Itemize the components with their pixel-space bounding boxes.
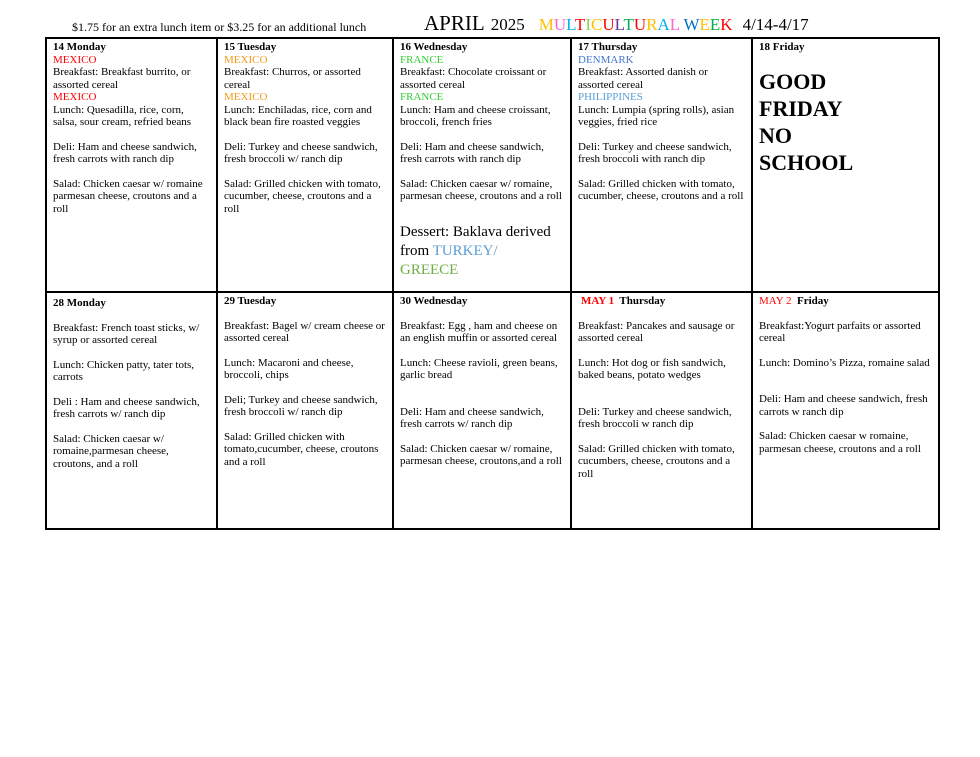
week-label-letter: U [602, 15, 615, 34]
breakfast-item: Breakfast: Chocolate croissant or assorted cereal [400, 66, 547, 91]
country-label: PHILIPPINES [578, 91, 643, 103]
breakfast-item: Breakfast:Yogurt parfaits or assorted cereal [759, 319, 921, 344]
lunch-item: Lunch: Domino’s Pizza, romaine salad [759, 356, 930, 369]
day-weekday: Thursday [619, 295, 666, 307]
day-date-red: MAY 2 [759, 295, 792, 307]
day-cell-30-wednesday [394, 293, 572, 528]
breakfast-item: Breakfast: Bagel w/ cream cheese or assorted cereal [224, 319, 385, 344]
lunch-item: Lunch: Enchiladas, rice, corn and black bean fire roasted veggies [224, 103, 372, 128]
day-cell-17-thursday [572, 39, 753, 293]
day-heading: 14 Monday [53, 41, 106, 53]
day-heading: 16 Wednesday [400, 41, 468, 53]
week-label-letter: U [633, 15, 647, 34]
deli-item: Deli : Ham and cheese sandwich, fresh carrots w/ ranch dip [53, 395, 200, 420]
no-school-line-school: SCHOOL [759, 149, 854, 175]
menu-calendar [45, 37, 940, 530]
day-heading: 18 Friday [759, 41, 805, 53]
holiday-line-good: GOOD [759, 68, 827, 94]
week-label-letter: R [646, 15, 658, 34]
breakfast-item: Breakfast: Churros, or assorted cereal [224, 66, 361, 91]
day-cell-15-tuesday [218, 39, 394, 293]
salad-item: Salad: Grilled chicken with tomato, cucumber, cheese, croutons and a roll [224, 177, 381, 215]
salad-item: Salad: Grilled chicken with tomato, cucumber, cheese, croutons and a roll [578, 177, 744, 202]
day-cell-14-monday [47, 39, 218, 293]
day-cell-may-1-thursday [572, 293, 753, 528]
day-heading: 15 Tuesday [224, 41, 277, 53]
day-cell-18-friday [753, 39, 938, 293]
day-heading: 17 Thursday [578, 41, 638, 53]
breakfast-item: Breakfast: Breakfast burrito, or assorted cereal [53, 66, 191, 91]
country-label: MEXICO [53, 53, 97, 66]
price-note: $1.75 for an extra lunch item or $3.25 for an additional lunch [72, 20, 367, 34]
country-label: FRANCE [400, 91, 444, 103]
deli-item: Deli: Ham and cheese sandwich, fresh carrots with ranch dip [400, 140, 544, 165]
salad-item: Salad: Chicken caesar w/ romaine,parmesan cheese, croutons, and a roll [53, 432, 169, 470]
country-label: FRANCE [400, 53, 444, 66]
week-label-letter: L [669, 15, 680, 34]
no-school-line-no: NO [759, 122, 792, 148]
dessert-origin-turkey: TURKEY/ [432, 242, 498, 259]
salad-item: Salad: Chicken caesar w/ romaine, parmesan cheese, croutons,and a roll [400, 442, 562, 467]
week-label-letter: I [585, 15, 591, 34]
month-label: APRIL [424, 11, 485, 35]
lunch-item: Lunch: Cheese ravioli, green beans, garlic bread [400, 356, 558, 381]
deli-item: Deli: Ham and cheese sandwich, fresh carrots w/ ranch dip [400, 405, 544, 430]
deli-item: Deli; Turkey and cheese sandwich, fresh broccoli w/ ranch dip [224, 393, 378, 418]
year-label: 2025 [490, 15, 525, 34]
week-label-letter: L [614, 15, 624, 34]
breakfast-item: Breakfast: Pancakes and sausage or assorted cereal [578, 319, 735, 344]
deli-item: Deli: Ham and cheese sandwich, fresh carrots w ranch dip [759, 393, 928, 418]
deli-item: Deli: Turkey and cheese sandwich, fresh broccoli w ranch dip [578, 405, 732, 430]
day-cell-29-tuesday [218, 293, 394, 528]
week-label-letter: U [553, 15, 567, 34]
breakfast-item: Breakfast: Assorted danish or assorted cereal [578, 66, 708, 91]
deli-item: Deli: Turkey and cheese sandwich, fresh broccoli with ranch dip [578, 140, 732, 165]
day-cell-28-monday [47, 293, 218, 528]
week-label [539, 15, 733, 34]
lunch-item: Lunch: Quesadilla, rice, corn, salsa, sour cream, refried beans [53, 103, 192, 128]
week-label-letter: A [657, 15, 670, 34]
deli-item: Deli: Turkey and cheese sandwich, fresh broccoli w/ ranch dip [224, 140, 378, 165]
week-label-letter: L [566, 15, 575, 34]
week-label-letter: T [623, 15, 634, 34]
day-cell-16-wednesday [394, 39, 572, 293]
week-label-letter: K [720, 15, 733, 34]
day-heading [759, 295, 932, 308]
week-label-letter: T [574, 15, 586, 34]
day-cell-may-2-friday [753, 293, 938, 528]
deli-item: Deli: Ham and cheese sandwich, fresh carrots with ranch dip [53, 140, 197, 165]
day-heading: 29 Tuesday [224, 295, 277, 307]
lunch-item: Lunch: Ham and cheese croissant, broccoli, french fries [400, 103, 551, 128]
week-label-letter: C [590, 15, 603, 34]
day-heading: 28 Monday [53, 297, 106, 309]
country-label: MEXICO [224, 91, 268, 103]
salad-item: Salad: Chicken caesar w/ romaine parmesan cheese, croutons and a roll [53, 177, 203, 215]
breakfast-item: Breakfast: Egg , ham and cheese on an english muffin or assorted cereal [400, 319, 558, 344]
country-label: MEXICO [224, 53, 268, 66]
salad-item: Salad: Chicken caesar w romaine, parmesan cheese, croutons and a roll [759, 430, 921, 455]
salad-item: Salad: Chicken caesar w/ romaine, parmesan cheese, croutons and a roll [400, 177, 562, 202]
week-dates: 4/14-4/17 [742, 15, 809, 34]
holiday-line-friday: FRIDAY [759, 95, 843, 121]
lunch-item: Lunch: Chicken patty, tater tots, carrots [53, 358, 195, 383]
salad-item: Salad: Grilled chicken with tomato, cucumbers, cheese, croutons and a roll [578, 442, 735, 480]
country-label: MEXICO [53, 91, 97, 103]
lunch-item: Lunch: Hot dog or fish sandwich, baked beans, potato wedges [578, 356, 726, 381]
salad-item: Salad: Grilled chicken with tomato,cucumber, cheese, croutons and a roll [224, 430, 379, 468]
day-heading: 30 Wednesday [400, 295, 468, 307]
day-date-red: MAY 1 [581, 295, 615, 307]
week-label-letter: E [709, 15, 721, 34]
week-label-letter: M [538, 15, 554, 34]
breakfast-item: Breakfast: French toast sticks, w/ syrup or assorted cereal [53, 321, 200, 346]
lunch-item: Lunch: Lumpia (spring rolls), asian veggies, fried rice [578, 103, 735, 128]
dessert-item [400, 223, 564, 280]
page-title [424, 11, 809, 36]
week-label-letter: E [699, 15, 710, 34]
dessert-origin-greece: GREECE [400, 261, 459, 278]
country-label: DENMARK [578, 53, 634, 66]
week-label-letter: W [683, 15, 700, 34]
day-heading [578, 295, 745, 308]
dessert-text: Dessert: Baklava derived from [400, 223, 551, 259]
lunch-item: Lunch: Macaroni and cheese, broccoli, chips [224, 356, 354, 381]
day-weekday: Friday [797, 295, 829, 307]
